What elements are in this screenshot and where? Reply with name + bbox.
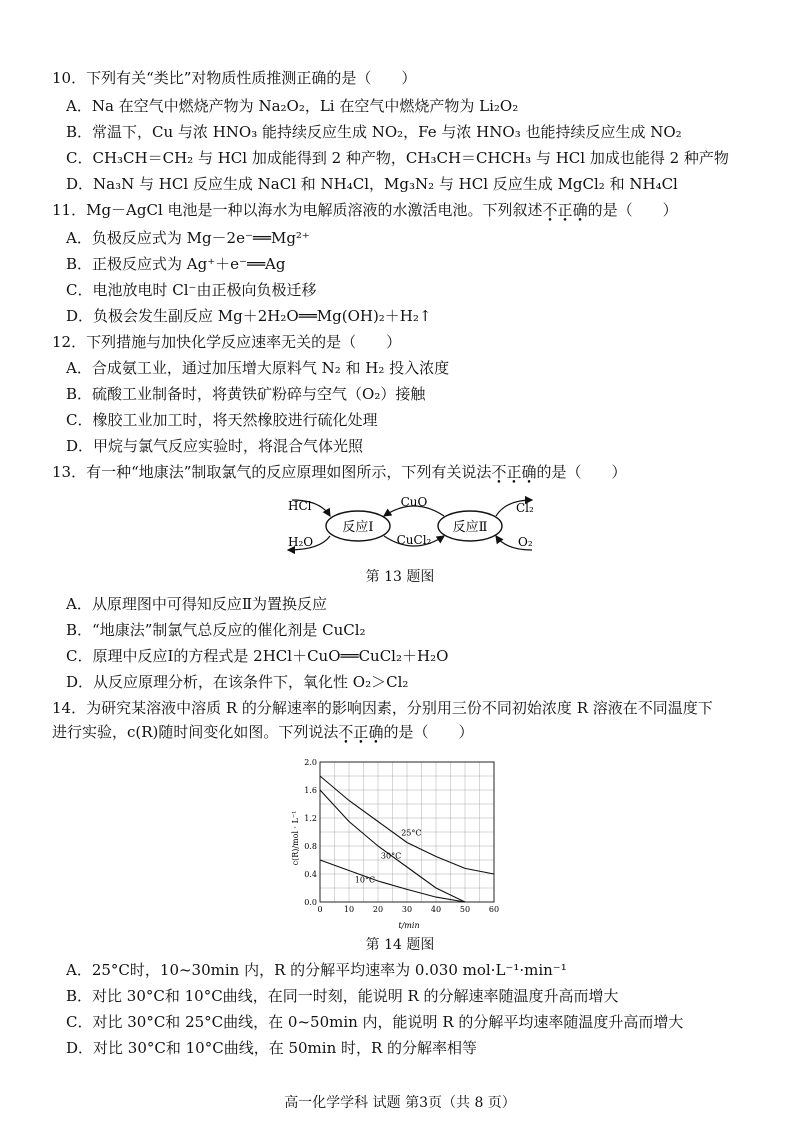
q13-option-a: A．从原理图中可得知反应Ⅱ为置换反应 [66, 595, 328, 613]
q11-option-b: B．正极反应式为 Ag⁺＋e⁻══Ag [66, 255, 286, 273]
q14-stem-line2: 进行实验，c(R)随时间变化如图。下列说法不正确的是（ ） [52, 723, 474, 741]
y-tick-label: 0.0 [304, 898, 317, 907]
page-footer: 高一化学学科 试题 第3页（共 8 页） [284, 1095, 516, 1111]
q14-option-d: D．对比 30°C和 10°C曲线，在 50min 时，R 的分解率相等 [66, 1039, 478, 1057]
q12-option-a: A．合成氨工业，通过加压增大原料气 N₂ 和 H₂ 投入浓度 [66, 359, 450, 377]
x-tick-label: 20 [372, 905, 384, 914]
x-tick-label: 30 [401, 905, 413, 914]
q11-option-d: D．负极会发生副反应 Mg＋2H₂O══Mg(OH)₂＋H₂↑ [66, 307, 432, 325]
o2-label: O₂ [518, 535, 533, 549]
q13-option-c: C．原理中反应Ⅰ的方程式是 2HCl＋CuO══CuCl₂＋H₂O [66, 647, 449, 665]
q13-option-d: D．从反应原理分析，在该条件下，氧化性 O₂＞Cl₂ [66, 673, 409, 691]
cl2-label: Cl₂ [516, 501, 534, 515]
reaction-1-label: 反应Ⅰ [342, 520, 374, 535]
cucl2-label: CuCl₂ [396, 533, 432, 547]
chart-x-axis-label: t/min [398, 921, 420, 930]
chart-y-axis-label: c(R)/mol · L⁻¹ [291, 810, 300, 866]
q13-caption: 第 13 题图 [365, 569, 435, 585]
q11-option-c: C．电池放电时 Cl⁻由正极向负极迁移 [66, 281, 317, 299]
q11-stem: 11．Mg－AgCl 电池是一种以海水为电解质溶液的水激活电池。下列叙述不正确的是（ ） [52, 201, 678, 219]
y-tick-label: 1.2 [304, 814, 317, 823]
series-label: 25°C [401, 828, 422, 838]
q10-option-a: A．Na 在空气中燃烧产物为 Na₂O₂，Li 在空气中燃烧产物为 Li₂O₂ [66, 97, 519, 115]
q14-stem-line1: 14．为研究某溶液中溶质 R 的分解速率的影响因素，分别用三份不同初始浓度 R 溶液在不同温度下 [52, 699, 713, 717]
y-tick-label: 2.0 [304, 758, 317, 767]
y-tick-label: 0.8 [304, 842, 317, 851]
series-label: 10°C [354, 875, 376, 885]
q10-option-c: C．CH₃CH＝CH₂ 与 HCl 加成能得到 2 种产物，CH₃CH＝CHCH₃ 与 HCl 加成也能得 2 种产物 [66, 149, 729, 167]
hcl-label: HCl [288, 499, 312, 513]
h2o-label: H₂O [288, 535, 314, 549]
y-tick-label: 0.4 [304, 870, 317, 879]
q14-option-a: A．25°C时，10~30min 内，R 的分解平均速率为 0.030 mol·L⁻¹·min⁻¹ [66, 961, 567, 979]
q14-chart [288, 752, 508, 932]
q13-reaction-diagram [280, 488, 540, 560]
cuo-label: CuO [400, 495, 428, 509]
x-tick-label: 10 [343, 905, 355, 914]
q13-stem: 13．有一种“地康法”制取氯气的反应原理如图所示，下列有关说法不正确的是（ ） [52, 463, 627, 481]
series-label: 30°C [380, 851, 402, 861]
q14-option-c: C．对比 30°C和 25°C曲线，在 0~50min 内，能说明 R 的分解平均速率随温度升高而增大 [66, 1013, 684, 1031]
x-tick-label: 0 [317, 905, 323, 914]
q14-caption: 第 14 题图 [365, 937, 435, 953]
reaction-2-label: 反应Ⅱ [452, 520, 488, 535]
q12-option-c: C．橡胶工业加工时，将天然橡胶进行硫化处理 [66, 411, 378, 429]
q11-option-a: A．负极反应式为 Mg－2e⁻══Mg²⁺ [66, 229, 310, 247]
x-tick-label: 40 [430, 905, 442, 914]
q12-stem: 12．下列措施与加快化学反应速率无关的是（ ） [52, 333, 402, 351]
y-tick-label: 1.6 [304, 786, 317, 795]
q13-option-b: B．“地康法”制氯气总反应的催化剂是 CuCl₂ [66, 621, 366, 639]
q10-stem: 10．下列有关“类比”对物质性质推测正确的是（ ） [52, 69, 417, 87]
q14-option-b: B．对比 30°C和 10°C曲线，在同一时刻，能说明 R 的分解速率随温度升高而增大 [66, 987, 619, 1005]
q12-option-d: D．甲烷与氯气反应实验时，将混合气体光照 [66, 437, 364, 455]
q10-option-d: D．Na₃N 与 HCl 反应生成 NaCl 和 NH₄Cl，Mg₃N₂ 与 HCl 反应生成 MgCl₂ 和 NH₄Cl [66, 175, 678, 193]
x-tick-label: 50 [459, 905, 471, 914]
q10-option-b: B．常温下，Cu 与浓 HNO₃ 能持续反应生成 NO₂，Fe 与浓 HNO₃ 也能持续反应生成 NO₂ [66, 123, 682, 141]
x-tick-label: 60 [488, 905, 500, 914]
q12-option-b: B．硫酸工业制备时，将黄铁矿粉碎与空气（O₂）接触 [66, 385, 426, 403]
